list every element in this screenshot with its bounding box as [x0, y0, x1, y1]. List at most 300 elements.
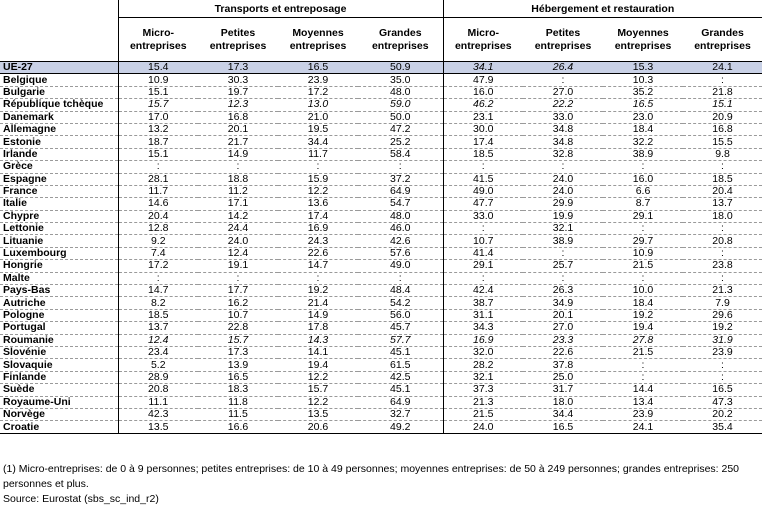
group-header-transport: Transports et entreposage — [118, 0, 443, 18]
value-cell: 14.7 — [118, 285, 198, 297]
value-cell: 22.6 — [523, 346, 603, 358]
value-cell: 21.5 — [443, 408, 523, 420]
value-cell: 33.0 — [523, 111, 603, 123]
value-cell: 14.9 — [198, 148, 278, 160]
value-cell: 9.8 — [683, 148, 762, 160]
country-cell: Italie — [0, 198, 118, 210]
column-header-hospitality-large: Grandes entreprises — [694, 26, 751, 52]
value-cell: : — [443, 272, 523, 284]
value-cell: : — [523, 161, 603, 173]
table-row — [0, 210, 762, 222]
value-cell: 48.0 — [358, 86, 443, 98]
value-cell: 18.4 — [603, 123, 683, 135]
corner-cell — [0, 0, 118, 18]
value-cell: 57.7 — [358, 334, 443, 346]
value-cell: 45.7 — [358, 322, 443, 334]
value-cell: 14.3 — [278, 334, 358, 346]
value-cell: 21.4 — [278, 297, 358, 309]
value-cell: 64.9 — [358, 185, 443, 197]
value-cell: 23.9 — [683, 346, 762, 358]
country-cell: Espagne — [0, 173, 118, 185]
value-cell: 13.9 — [198, 359, 278, 371]
value-cell: 17.7 — [198, 285, 278, 297]
value-cell: 17.8 — [278, 322, 358, 334]
value-cell: : — [683, 272, 762, 284]
value-cell: 21.5 — [603, 346, 683, 358]
value-cell: 19.7 — [198, 86, 278, 98]
country-cell: UE-27 — [0, 62, 118, 74]
corner-cell-2 — [0, 18, 118, 62]
value-cell: 16.5 — [198, 371, 278, 383]
value-cell: 18.4 — [603, 297, 683, 309]
value-cell: 18.5 — [683, 173, 762, 185]
value-cell: 64.9 — [358, 396, 443, 408]
country-cell: Roumanie — [0, 334, 118, 346]
value-cell: 20.4 — [683, 185, 762, 197]
value-cell: 18.5 — [118, 309, 198, 321]
value-cell: 11.5 — [198, 408, 278, 420]
value-cell: 19.2 — [683, 322, 762, 334]
value-cell: 20.9 — [683, 111, 762, 123]
value-cell: 49.0 — [443, 185, 523, 197]
value-cell: 56.0 — [358, 309, 443, 321]
value-cell: 22.8 — [198, 322, 278, 334]
value-cell: 18.8 — [198, 173, 278, 185]
table-row — [0, 123, 762, 135]
value-cell: 16.9 — [278, 223, 358, 235]
value-cell: 25.2 — [358, 136, 443, 148]
value-cell: 35.2 — [603, 86, 683, 98]
value-cell: 59.0 — [358, 99, 443, 111]
value-cell: 12.4 — [118, 334, 198, 346]
value-cell: 13.2 — [118, 123, 198, 135]
value-cell: 18.0 — [683, 210, 762, 222]
value-cell: 34.8 — [523, 123, 603, 135]
table-row — [0, 62, 762, 74]
value-cell: 16.6 — [198, 421, 278, 433]
table-row — [0, 408, 762, 420]
value-cell: 15.7 — [118, 99, 198, 111]
value-cell: 32.1 — [523, 223, 603, 235]
country-cell: Pologne — [0, 309, 118, 321]
value-cell: : — [443, 161, 523, 173]
country-cell: Bulgarie — [0, 86, 118, 98]
value-cell: 27.0 — [523, 86, 603, 98]
value-cell: 15.1 — [683, 99, 762, 111]
value-cell: 14.1 — [278, 346, 358, 358]
value-cell: 23.8 — [683, 260, 762, 272]
value-cell: 49.0 — [358, 260, 443, 272]
value-cell: 10.7 — [443, 235, 523, 247]
country-cell: Royaume-Uni — [0, 396, 118, 408]
country-cell: Slovaquie — [0, 359, 118, 371]
value-cell: 9.2 — [118, 235, 198, 247]
value-cell: 14.2 — [198, 210, 278, 222]
value-cell: 11.2 — [198, 185, 278, 197]
value-cell: 10.7 — [198, 309, 278, 321]
value-cell: : — [523, 74, 603, 86]
footnote-source: Source: Eurostat (sbs_sc_ind_r2) — [3, 493, 159, 505]
value-cell: 47.3 — [683, 396, 762, 408]
value-cell: 34.4 — [523, 408, 603, 420]
value-cell: 17.2 — [118, 260, 198, 272]
value-cell: 41.5 — [443, 173, 523, 185]
value-cell: 16.9 — [443, 334, 523, 346]
subheader-row — [0, 18, 762, 62]
value-cell: 19.4 — [603, 322, 683, 334]
value-cell: 47.7 — [443, 198, 523, 210]
value-cell: 24.4 — [198, 223, 278, 235]
value-cell: 15.3 — [603, 62, 683, 74]
value-cell: 15.5 — [683, 136, 762, 148]
value-cell: 34.9 — [523, 297, 603, 309]
value-cell: 16.2 — [198, 297, 278, 309]
value-cell: 24.0 — [198, 235, 278, 247]
value-cell: 38.9 — [603, 148, 683, 160]
value-cell: 7.4 — [118, 247, 198, 259]
value-cell: 42.6 — [358, 235, 443, 247]
column-header-hospitality-small: Petites entreprises — [534, 26, 592, 52]
value-cell: : — [118, 272, 198, 284]
value-cell: 13.6 — [278, 198, 358, 210]
table-row — [0, 359, 762, 371]
value-cell: : — [278, 272, 358, 284]
table-row — [0, 99, 762, 111]
value-cell: 31.7 — [523, 384, 603, 396]
value-cell: 25.7 — [523, 260, 603, 272]
table-row — [0, 421, 762, 433]
value-cell: 26.3 — [523, 285, 603, 297]
value-cell: 17.4 — [443, 136, 523, 148]
value-cell: 32.7 — [358, 408, 443, 420]
table-row — [0, 371, 762, 383]
value-cell: : — [198, 161, 278, 173]
value-cell: 13.5 — [278, 408, 358, 420]
value-cell: 46.0 — [358, 223, 443, 235]
table-row — [0, 136, 762, 148]
value-cell: : — [278, 161, 358, 173]
value-cell: 34.4 — [278, 136, 358, 148]
country-cell: Estonie — [0, 136, 118, 148]
value-cell: 14.9 — [278, 309, 358, 321]
value-cell: 28.1 — [118, 173, 198, 185]
value-cell: 21.3 — [683, 285, 762, 297]
value-cell: 48.0 — [358, 210, 443, 222]
value-cell: 17.2 — [278, 86, 358, 98]
column-header-transport-micro: Micro- entreprises — [118, 18, 198, 62]
country-cell: Portugal — [0, 322, 118, 334]
table-row — [0, 322, 762, 334]
table-row — [0, 247, 762, 259]
value-cell: 15.9 — [278, 173, 358, 185]
value-cell: 18.3 — [198, 384, 278, 396]
value-cell: 19.1 — [198, 260, 278, 272]
table-row — [0, 272, 762, 284]
value-cell: 46.2 — [443, 99, 523, 111]
value-cell: 48.4 — [358, 285, 443, 297]
value-cell: 32.8 — [523, 148, 603, 160]
value-cell: 20.2 — [683, 408, 762, 420]
value-cell: 5.2 — [118, 359, 198, 371]
value-cell: 20.8 — [118, 384, 198, 396]
value-cell: : — [683, 359, 762, 371]
country-cell: Chypre — [0, 210, 118, 222]
value-cell: 27.0 — [523, 322, 603, 334]
value-cell: 45.1 — [358, 384, 443, 396]
value-cell: 24.0 — [523, 173, 603, 185]
value-cell: 42.3 — [118, 408, 198, 420]
value-cell: 12.3 — [198, 99, 278, 111]
value-cell: 54.7 — [358, 198, 443, 210]
value-cell: 7.9 — [683, 297, 762, 309]
value-cell: 34.3 — [443, 322, 523, 334]
value-cell: 29.7 — [603, 235, 683, 247]
value-cell: 12.4 — [198, 247, 278, 259]
table-row — [0, 74, 762, 86]
value-cell: 35.4 — [683, 421, 762, 433]
value-cell: 17.3 — [198, 62, 278, 74]
value-cell: 30.0 — [443, 123, 523, 135]
value-cell: 8.7 — [603, 198, 683, 210]
value-cell: 12.2 — [278, 185, 358, 197]
value-cell: : — [118, 161, 198, 173]
value-cell: 21.5 — [603, 260, 683, 272]
value-cell: 20.4 — [118, 210, 198, 222]
value-cell: 23.0 — [603, 111, 683, 123]
column-header-transport-small: Petites entreprises — [209, 26, 267, 52]
value-cell: 13.4 — [603, 396, 683, 408]
value-cell: 22.2 — [523, 99, 603, 111]
value-cell: 32.1 — [443, 371, 523, 383]
value-cell: 24.1 — [603, 421, 683, 433]
value-cell: : — [603, 371, 683, 383]
value-cell: 13.0 — [278, 99, 358, 111]
value-cell: 16.8 — [683, 123, 762, 135]
value-cell: : — [523, 247, 603, 259]
value-cell: 54.2 — [358, 297, 443, 309]
table-row — [0, 161, 762, 173]
value-cell: 12.2 — [278, 371, 358, 383]
value-cell: 23.9 — [603, 408, 683, 420]
value-cell: 42.5 — [358, 371, 443, 383]
table-row — [0, 185, 762, 197]
value-cell: : — [603, 223, 683, 235]
value-cell: 16.8 — [198, 111, 278, 123]
country-cell: Autriche — [0, 297, 118, 309]
value-cell: 24.0 — [443, 421, 523, 433]
country-cell: Hongrie — [0, 260, 118, 272]
value-cell: 30.3 — [198, 74, 278, 86]
country-cell: Croatie — [0, 421, 118, 433]
value-cell: 19.5 — [278, 123, 358, 135]
value-cell: 23.3 — [523, 334, 603, 346]
value-cell: 23.1 — [443, 111, 523, 123]
value-cell: 23.4 — [118, 346, 198, 358]
value-cell: 19.9 — [523, 210, 603, 222]
value-cell: 18.5 — [443, 148, 523, 160]
value-cell: : — [683, 223, 762, 235]
value-cell: 28.9 — [118, 371, 198, 383]
column-header-hospitality-micro: Micro- entreprises — [443, 18, 523, 62]
value-cell: 17.1 — [198, 198, 278, 210]
value-cell: 47.9 — [443, 74, 523, 86]
value-cell: 21.3 — [443, 396, 523, 408]
value-cell: 16.5 — [603, 99, 683, 111]
table-row — [0, 148, 762, 160]
table-row — [0, 86, 762, 98]
country-cell: Suède — [0, 384, 118, 396]
value-cell: 28.2 — [443, 359, 523, 371]
country-cell: Malte — [0, 272, 118, 284]
value-cell: 57.6 — [358, 247, 443, 259]
value-cell: 15.7 — [278, 384, 358, 396]
table-row — [0, 235, 762, 247]
column-header-hospitality-medium: Moyennes entreprises — [614, 26, 672, 52]
value-cell: 14.6 — [118, 198, 198, 210]
value-cell: 38.7 — [443, 297, 523, 309]
value-cell: : — [683, 74, 762, 86]
table-row — [0, 173, 762, 185]
value-cell: 20.8 — [683, 235, 762, 247]
value-cell: 45.1 — [358, 346, 443, 358]
value-cell: : — [523, 272, 603, 284]
value-cell: 12.8 — [118, 223, 198, 235]
table-row — [0, 111, 762, 123]
value-cell: 16.5 — [523, 421, 603, 433]
country-cell: France — [0, 185, 118, 197]
value-cell: 13.7 — [118, 322, 198, 334]
table-row — [0, 297, 762, 309]
country-cell: Allemagne — [0, 123, 118, 135]
value-cell: 47.2 — [358, 123, 443, 135]
value-cell: 37.2 — [358, 173, 443, 185]
value-cell: 19.2 — [603, 309, 683, 321]
value-cell: 42.4 — [443, 285, 523, 297]
column-header-transport-medium: Moyennes entreprises — [289, 26, 347, 52]
value-cell: 20.1 — [523, 309, 603, 321]
value-cell: 38.9 — [523, 235, 603, 247]
group-header-hospitality: Hébergement et restauration — [443, 0, 762, 18]
table-row — [0, 223, 762, 235]
country-cell: Pays-Bas — [0, 285, 118, 297]
value-cell: 11.7 — [118, 185, 198, 197]
country-cell: Slovénie — [0, 346, 118, 358]
value-cell: 29.9 — [523, 198, 603, 210]
value-cell: 15.4 — [118, 62, 198, 74]
table-row — [0, 346, 762, 358]
value-cell: 29.6 — [683, 309, 762, 321]
country-cell: Finlande — [0, 371, 118, 383]
value-cell: 23.9 — [278, 74, 358, 86]
value-cell: 19.4 — [278, 359, 358, 371]
value-cell: 21.0 — [278, 111, 358, 123]
value-cell: 16.0 — [603, 173, 683, 185]
value-cell: 17.4 — [278, 210, 358, 222]
value-cell: 10.0 — [603, 285, 683, 297]
value-cell: 27.8 — [603, 334, 683, 346]
value-cell: 18.7 — [118, 136, 198, 148]
value-cell: 24.1 — [683, 62, 762, 74]
country-cell: Lettonie — [0, 223, 118, 235]
table-row — [0, 309, 762, 321]
country-cell: République tchèque — [0, 99, 118, 111]
value-cell: 18.0 — [523, 396, 603, 408]
value-cell: 32.0 — [443, 346, 523, 358]
value-cell: 13.5 — [118, 421, 198, 433]
value-cell: 17.0 — [118, 111, 198, 123]
value-cell: 16.5 — [278, 62, 358, 74]
value-cell: 14.4 — [603, 384, 683, 396]
country-cell: Lituanie — [0, 235, 118, 247]
value-cell: 10.3 — [603, 74, 683, 86]
column-header-transport-large: Grandes entreprises — [371, 26, 429, 52]
value-cell: 10.9 — [118, 74, 198, 86]
country-cell: Luxembourg — [0, 247, 118, 259]
value-cell: 20.1 — [198, 123, 278, 135]
value-cell: : — [683, 247, 762, 259]
value-cell: 16.5 — [683, 384, 762, 396]
value-cell: 24.0 — [523, 185, 603, 197]
value-cell: 35.0 — [358, 74, 443, 86]
country-cell: Norvège — [0, 408, 118, 420]
value-cell: 34.1 — [443, 62, 523, 74]
value-cell: 22.6 — [278, 247, 358, 259]
value-cell: 58.4 — [358, 148, 443, 160]
value-cell: 10.9 — [603, 247, 683, 259]
value-cell: 6.6 — [603, 185, 683, 197]
value-cell: 16.0 — [443, 86, 523, 98]
value-cell: 37.8 — [523, 359, 603, 371]
value-cell: 20.6 — [278, 421, 358, 433]
value-cell: 31.1 — [443, 309, 523, 321]
value-cell: 32.2 — [603, 136, 683, 148]
value-cell: 49.2 — [358, 421, 443, 433]
value-cell: 33.0 — [443, 210, 523, 222]
value-cell: 17.3 — [198, 346, 278, 358]
table-row — [0, 285, 762, 297]
table-row — [0, 198, 762, 210]
value-cell: : — [683, 371, 762, 383]
value-cell: : — [443, 223, 523, 235]
value-cell: : — [603, 161, 683, 173]
value-cell: 50.0 — [358, 111, 443, 123]
value-cell: 21.8 — [683, 86, 762, 98]
table-row — [0, 260, 762, 272]
value-cell: 8.2 — [118, 297, 198, 309]
value-cell: 31.9 — [683, 334, 762, 346]
value-cell: 15.1 — [118, 86, 198, 98]
value-cell: : — [683, 161, 762, 173]
value-cell: 21.7 — [198, 136, 278, 148]
table-row — [0, 384, 762, 396]
value-cell: 11.1 — [118, 396, 198, 408]
value-cell: 14.7 — [278, 260, 358, 272]
country-cell: Grèce — [0, 161, 118, 173]
value-cell: 29.1 — [603, 210, 683, 222]
value-cell: 15.1 — [118, 148, 198, 160]
value-cell: 13.7 — [683, 198, 762, 210]
value-cell: 25.0 — [523, 371, 603, 383]
country-cell: Danemark — [0, 111, 118, 123]
value-cell: 37.3 — [443, 384, 523, 396]
value-cell: : — [603, 359, 683, 371]
value-cell: 41.4 — [443, 247, 523, 259]
value-cell: : — [198, 272, 278, 284]
value-cell: 29.1 — [443, 260, 523, 272]
footnotes — [3, 462, 753, 507]
value-cell: 50.9 — [358, 62, 443, 74]
value-cell: 15.7 — [198, 334, 278, 346]
